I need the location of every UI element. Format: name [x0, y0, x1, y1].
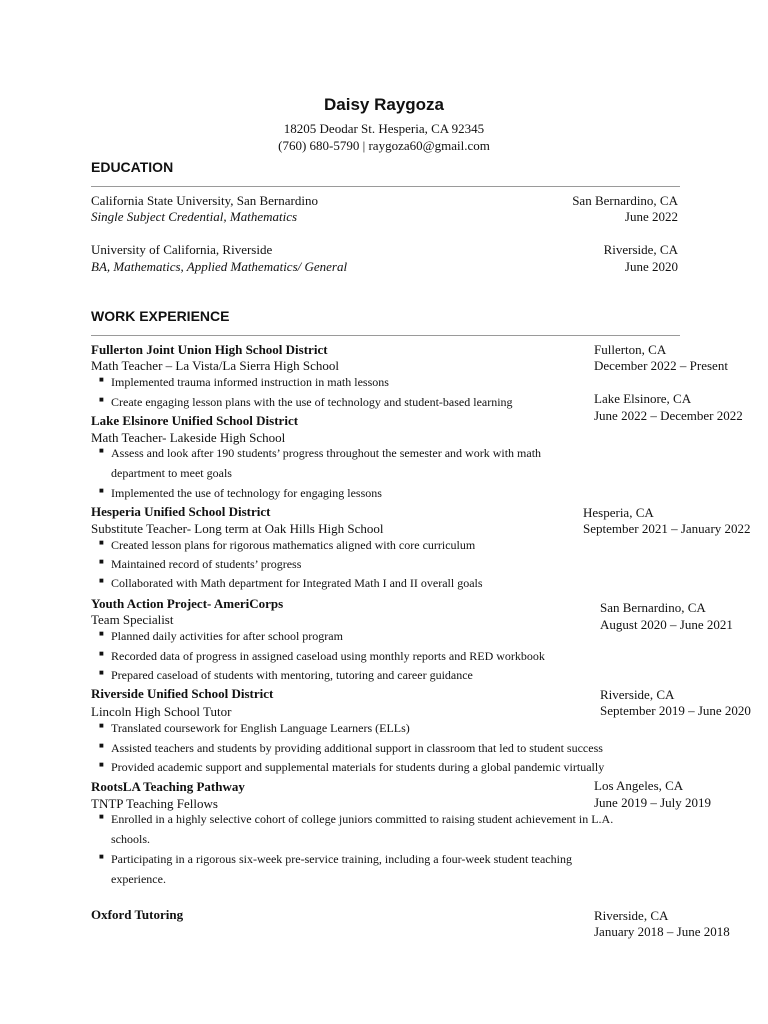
- job-organization: Riverside Unified School District: [91, 686, 274, 701]
- job-organization: Youth Action Project- AmeriCorps: [91, 596, 284, 611]
- job-location: Fullerton, CA: [594, 342, 667, 357]
- phone-email: (760) 680-5790 | raygoza60@gmail.com: [278, 138, 490, 153]
- job-organization: Oxford Tutoring: [91, 907, 184, 922]
- job-bullet: ■ Prepared caseload of students with mentoring, tutoring and career guidance: [99, 668, 473, 682]
- job-date: June 2019 – July 2019: [594, 795, 711, 810]
- education-date: June 2022: [624, 209, 678, 224]
- job-bullet: ■ Create engaging lesson plans with the use of technology and student-based learning: [99, 395, 513, 409]
- job-role: TNTP Teaching Fellows: [91, 796, 218, 811]
- job-location: Riverside, CA: [600, 687, 675, 702]
- job-date: December 2022 – Present: [594, 358, 728, 373]
- education-school: California State University, San Bernardino: [91, 193, 318, 208]
- job-bullet: ■ Planned daily activities for after school program: [99, 629, 343, 643]
- job-bullet: ■ Implemented trauma informed instruction in math lessons: [99, 375, 389, 389]
- job-organization: Hesperia Unified School District: [91, 504, 271, 519]
- job-bullet: ■ Implemented the use of technology for engaging lessons: [99, 486, 382, 500]
- job-organization: Fullerton Joint Union High School District: [91, 342, 328, 357]
- education-date: June 2020: [624, 259, 678, 274]
- job-location: Los Angeles, CA: [594, 778, 684, 793]
- education-heading: EDUCATION: [91, 159, 174, 175]
- work-divider: [91, 335, 680, 336]
- job-date: January 2018 – June 2018: [594, 924, 730, 939]
- job-location: Hesperia, CA: [583, 505, 654, 520]
- job-bullet: ■ Created lesson plans for rigorous mathematics aligned with core curriculum: [99, 538, 476, 552]
- job-bullet: ■ Enrolled in a highly selective cohort of college juniors committed to raising student achievement in L.A.: [99, 812, 614, 826]
- job-location: Lake Elsinore, CA: [594, 391, 692, 406]
- job-organization: Lake Elsinore Unified School District: [91, 413, 299, 428]
- job-bullet-continuation: department to meet goals: [111, 466, 232, 480]
- job-organization: RootsLA Teaching Pathway: [91, 779, 245, 794]
- resume-name: Daisy Raygoza: [324, 95, 444, 114]
- education-school: University of California, Riverside: [91, 242, 273, 257]
- job-bullet: ■ Assess and look after 190 students’ progress throughout the semester and work with math: [99, 446, 542, 460]
- education-degree: Single Subject Credential, Mathematics: [91, 209, 298, 224]
- education-location: Riverside, CA: [603, 242, 678, 257]
- job-bullet: ■ Participating in a rigorous six-week pre-service training, including a four-week student teaching: [99, 852, 572, 866]
- job-bullet-continuation: experience.: [111, 872, 166, 886]
- work-heading: WORK EXPERIENCE: [91, 308, 230, 324]
- education-location: San Bernardino, CA: [572, 193, 678, 208]
- job-role: Math Teacher- Lakeside High School: [91, 430, 286, 445]
- job-role: Team Specialist: [91, 612, 174, 627]
- job-bullet: ■ Maintained record of students’ progress: [99, 557, 302, 571]
- job-date: September 2019 – June 2020: [600, 703, 751, 718]
- job-location: San Bernardino, CA: [600, 600, 706, 615]
- job-bullet: ■ Translated coursework for English Language Learners (ELLs): [99, 721, 410, 735]
- job-bullet-continuation: schools.: [111, 832, 150, 846]
- job-bullet: ■ Provided academic support and supplemental materials for students during a global pandemic virtually: [99, 760, 605, 774]
- education-divider: [91, 186, 680, 187]
- job-date: June 2022 – December 2022: [594, 408, 743, 423]
- job-role: Lincoln High School Tutor: [91, 704, 232, 719]
- job-date: September 2021 – January 2022: [583, 521, 751, 536]
- job-date: August 2020 – June 2021: [600, 617, 733, 632]
- job-bullet: ■ Recorded data of progress in assigned caseload using monthly reports and RED workbook: [99, 649, 545, 663]
- job-location: Riverside, CA: [594, 908, 669, 923]
- job-bullet: ■ Assisted teachers and students by providing additional support in classroom that led to student success: [99, 741, 603, 755]
- job-role: Math Teacher – La Vista/La Sierra High School: [91, 358, 340, 373]
- education-degree: BA, Mathematics, Applied Mathematics/ General: [91, 259, 348, 274]
- job-bullet: ■ Collaborated with Math department for Integrated Math I and II overall goals: [99, 576, 483, 590]
- job-role: Substitute Teacher- Long term at Oak Hills High School: [91, 521, 384, 536]
- address: 18205 Deodar St. Hesperia, CA 92345: [283, 121, 485, 136]
